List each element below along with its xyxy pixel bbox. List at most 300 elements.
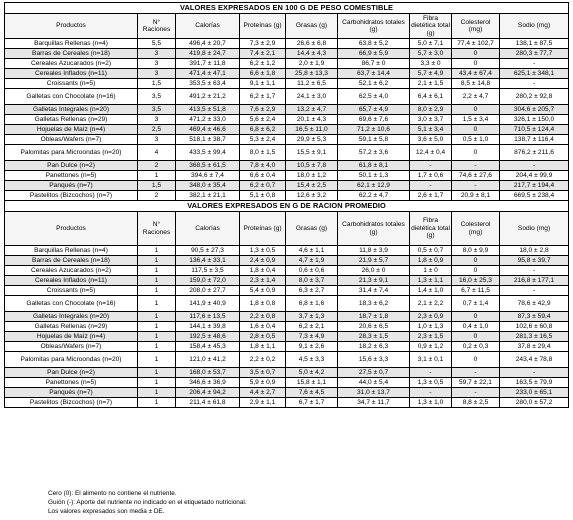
value-cell: 1,6 ± 0,4 — [240, 322, 286, 332]
value-cell: 0 — [452, 332, 500, 342]
value-cell: 1,8 ± 0,9 — [410, 256, 452, 266]
value-cell: 12,4 ± 0,4 — [410, 145, 452, 161]
value-cell: 26,6 ± 6,8 — [286, 39, 338, 49]
value-cell: 117,6 ± 13,5 — [176, 312, 240, 322]
value-cell: - — [452, 181, 500, 191]
value-cell: 11,8 ± 3,9 — [338, 246, 410, 256]
value-cell: 2,1 ± 1,5 — [410, 79, 452, 89]
value-cell: 18,0 ± 1,2 — [286, 171, 338, 181]
section1-title: VALORES EXPRESADOS EN 100 G DE PESO COMESTIBLE — [5, 3, 569, 14]
value-cell: 31,0 ± 13,7 — [338, 388, 410, 398]
value-cell: 0 — [452, 256, 500, 266]
value-cell: 1 — [138, 312, 176, 322]
section2-title: VALORES EXPRESADOS EN G DE RACION PROMEDIO — [5, 201, 569, 212]
value-cell: 18,0 ± 2,8 — [500, 246, 569, 256]
value-cell: 0,9 ± 1,2 — [410, 342, 452, 352]
value-cell: 413,5 ± 51,8 — [176, 105, 240, 115]
value-cell: 5,3 ± 2,4 — [240, 135, 286, 145]
value-cell: 5,7 ± 3,0 — [410, 49, 452, 59]
value-cell: 1,3 ± 1,1 — [410, 276, 452, 286]
value-cell: 18,7 ± 1,8 — [338, 312, 410, 322]
table-row — [5, 286, 569, 296]
value-cell: 419,8 ± 24,7 — [176, 49, 240, 59]
table-row — [5, 171, 569, 181]
value-cell: 66,9 ± 5,9 — [338, 49, 410, 59]
value-cell: 208,0 ± 27,7 — [176, 286, 240, 296]
value-cell: 0 — [452, 49, 500, 59]
value-cell: 471,2 ± 33,0 — [176, 115, 240, 125]
value-cell: 13,2 ± 4,7 — [286, 105, 338, 115]
value-cell: 391,7 ± 11,8 — [176, 59, 240, 69]
value-cell: 1 — [138, 256, 176, 266]
value-cell: 21,9 ± 5,7 — [338, 256, 410, 266]
value-cell: 433,5 ± 99,4 — [176, 145, 240, 161]
product-name-cell: Panqués (n=7) — [5, 388, 138, 398]
value-cell: 0,5 ± 1,0 — [452, 135, 500, 145]
product-name-cell: Hojuelas de Maíz (n=4) — [5, 332, 138, 342]
value-cell: 16,0 ± 25,3 — [452, 276, 500, 286]
value-cell: 382,1 ± 21,1 — [176, 191, 240, 201]
value-cell: 50,1 ± 1,3 — [338, 171, 410, 181]
value-cell: 1,5 — [138, 181, 176, 191]
value-cell: 8,0 ± 3,7 — [286, 276, 338, 286]
value-cell: - — [410, 368, 452, 378]
table-row — [5, 276, 569, 286]
value-cell: 1 — [138, 286, 176, 296]
value-cell: 1 — [138, 352, 176, 368]
value-cell: 29,9 ± 5,3 — [286, 135, 338, 145]
value-cell: 7,6 ± 4,5 — [286, 388, 338, 398]
value-cell: 710,5 ± 124,4 — [500, 125, 569, 135]
section2-header-8: Sodio (mg) — [500, 212, 569, 246]
value-cell: 4 — [138, 145, 176, 161]
table-row — [5, 266, 569, 276]
value-cell: 7,4 ± 2,1 — [240, 49, 286, 59]
table-row — [5, 378, 569, 388]
section2-header-7: Colesterol (mg) — [452, 212, 500, 246]
value-cell: 57,2 ± 3,6 — [338, 145, 410, 161]
value-cell: 117,5 ± 3,5 — [176, 266, 240, 276]
value-cell: 281,3 ± 16,5 — [500, 332, 569, 342]
value-cell: 6,3 ± 2,7 — [286, 286, 338, 296]
value-cell: 0 — [452, 145, 500, 161]
value-cell: 3,5 ± 0,7 — [240, 368, 286, 378]
product-name-cell: Pan Dulce (n=2) — [5, 368, 138, 378]
value-cell: 71,2 ± 10,6 — [338, 125, 410, 135]
value-cell: - — [500, 266, 569, 276]
value-cell: 26,0 ± 0 — [338, 266, 410, 276]
value-cell: 4,6 ± 1,1 — [286, 246, 338, 256]
value-cell: 5,0 ± 4,2 — [286, 368, 338, 378]
table-row — [5, 388, 569, 398]
value-cell: 1 — [138, 296, 176, 312]
table-row — [5, 246, 569, 256]
footnote-mean-sd: Los valores expresados son media ± DE. — [48, 507, 165, 515]
value-cell: 144,1 ± 39,8 — [176, 322, 240, 332]
value-cell: 31,4 ± 7,4 — [338, 286, 410, 296]
value-cell: - — [500, 286, 569, 296]
product-name-cell: Panettones (n=5) — [5, 171, 138, 181]
value-cell: 8,0 ± 2,9 — [410, 105, 452, 115]
value-cell: 2,8 ± 0,5 — [240, 332, 286, 342]
value-cell: 1,8 ± 0,4 — [240, 266, 286, 276]
value-cell: 43,4 ± 67,4 — [452, 69, 500, 79]
value-cell: 6,2 ± 0,7 — [240, 181, 286, 191]
value-cell: 3 — [138, 59, 176, 69]
value-cell: 3 — [138, 49, 176, 59]
value-cell: 10,5 ± 7,8 — [286, 161, 338, 171]
value-cell: 7,6 ± 2,9 — [240, 105, 286, 115]
value-cell: 2,2 ± 0,8 — [240, 312, 286, 322]
value-cell: 69,6 ± 7,6 — [338, 115, 410, 125]
value-cell: 348,0 ± 35,4 — [176, 181, 240, 191]
value-cell: 3,1 ± 0,1 — [410, 352, 452, 368]
value-cell: 346,6 ± 36,9 — [176, 378, 240, 388]
value-cell: 163,5 ± 79,9 — [500, 378, 569, 388]
value-cell: 0 — [452, 125, 500, 135]
table-row — [5, 332, 569, 342]
value-cell: 52,1 ± 6,2 — [338, 79, 410, 89]
value-cell: 141,9 ± 40,9 — [176, 296, 240, 312]
value-cell: 243,4 ± 78,8 — [500, 352, 569, 368]
value-cell: 2,3 ± 0,9 — [410, 312, 452, 322]
value-cell: 1,3 ± 0,5 — [410, 378, 452, 388]
section2-header-5: Carbohidratos totales (g) — [338, 212, 410, 246]
value-cell: - — [452, 368, 500, 378]
nutrition-table — [4, 2, 569, 408]
value-cell: - — [452, 161, 500, 171]
section1-header-2: Calorías — [176, 14, 240, 39]
value-cell: 44,0 ± 5,4 — [338, 378, 410, 388]
value-cell: 34,7 ± 11,7 — [338, 398, 410, 408]
product-name-cell: Galletas Rellenas (n=29) — [5, 322, 138, 332]
value-cell: 77,4 ± 102,7 — [452, 39, 500, 49]
value-cell: 3,7 ± 1,3 — [286, 312, 338, 322]
value-cell: 368,5 ± 61,5 — [176, 161, 240, 171]
value-cell: - — [500, 59, 569, 69]
value-cell: 6,2 ± 1,7 — [240, 89, 286, 105]
value-cell: 2,2 ± 0,2 — [240, 352, 286, 368]
table-row — [5, 125, 569, 135]
value-cell: 138,1 ± 87,5 — [500, 39, 569, 49]
value-cell: 216,8 ± 177,1 — [500, 276, 569, 286]
table-row — [5, 89, 569, 105]
value-cell: 136,4 ± 33,1 — [176, 256, 240, 266]
value-cell: 8,0 ± 1,5 — [240, 145, 286, 161]
value-cell: 1 — [138, 342, 176, 352]
value-cell: 1,5 ± 3,4 — [452, 115, 500, 125]
footnote-zero: Cero (0): El alimento no contiene el nutriente. — [48, 490, 177, 497]
value-cell: 6,7 ± 1,7 — [286, 398, 338, 408]
value-cell: 1 — [138, 332, 176, 342]
table-row — [5, 398, 569, 408]
table-row — [5, 59, 569, 69]
value-cell: 469,4 ± 46,6 — [176, 125, 240, 135]
product-name-cell: Palomitas para Microondas (n=20) — [5, 145, 138, 161]
table-row — [5, 342, 569, 352]
value-cell: 2,0 ± 1,9 — [286, 59, 338, 69]
value-cell: 0,6 ± 0,6 — [286, 266, 338, 276]
section1-header-3: Proteínas (g) — [240, 14, 286, 39]
value-cell: 3,5 — [138, 89, 176, 105]
value-cell: 304,6 ± 205,7 — [500, 105, 569, 115]
value-cell: 5,6 ± 2,4 — [240, 115, 286, 125]
value-cell: 6,8 ± 6,2 — [240, 125, 286, 135]
value-cell: 1 — [138, 246, 176, 256]
value-cell: 18,2 ± 6,3 — [338, 342, 410, 352]
value-cell: 15,8 ± 1,1 — [286, 378, 338, 388]
value-cell: 37,8 ± 29,4 — [500, 342, 569, 352]
value-cell: 6,4 ± 6,1 — [410, 89, 452, 105]
value-cell: 28,3 ± 1,5 — [338, 332, 410, 342]
value-cell: 280,2 ± 92,8 — [500, 89, 569, 105]
value-cell: 15,6 ± 3,3 — [338, 352, 410, 368]
value-cell: 2,3 ± 1,5 — [410, 332, 452, 342]
value-cell: 7,3 ± 4,9 — [286, 332, 338, 342]
value-cell: 3,5 — [138, 105, 176, 115]
value-cell: 394,6 ± 7,4 — [176, 171, 240, 181]
value-cell: 1,8 ± 0,8 — [240, 296, 286, 312]
value-cell: 1 — [138, 388, 176, 398]
product-name-cell: Barras de Cereales (n=18) — [5, 256, 138, 266]
value-cell: 9,1 ± 2,6 — [286, 342, 338, 352]
product-name-cell: Cereales Inflados (n=11) — [5, 276, 138, 286]
section2-header-4: Grasas (g) — [286, 212, 338, 246]
value-cell: 87,3 ± 59,4 — [500, 312, 569, 322]
table-row — [5, 161, 569, 171]
value-cell: 1 — [138, 368, 176, 378]
table-row — [5, 191, 569, 201]
value-cell: 326,1 ± 150,0 — [500, 115, 569, 125]
value-cell: 1 — [138, 276, 176, 286]
table-row — [5, 39, 569, 49]
value-cell: 7,3 ± 2,9 — [240, 39, 286, 49]
value-cell: 8,5 ± 14,8 — [452, 79, 500, 89]
value-cell: 16,5 ± 11,0 — [286, 125, 338, 135]
value-cell: - — [452, 388, 500, 398]
value-cell: 138,7 ± 116,4 — [500, 135, 569, 145]
product-name-cell: Obleas/Wafers (n=7) — [5, 135, 138, 145]
product-name-cell: Croissants (n=5) — [5, 286, 138, 296]
value-cell: 1 — [138, 266, 176, 276]
value-cell: 669,5 ± 238,4 — [500, 191, 569, 201]
value-cell: 14,4 ± 4,3 — [286, 49, 338, 59]
value-cell: 6,2 ± 1,2 — [240, 59, 286, 69]
section1-header-0: Productos — [5, 14, 138, 39]
section1-header-4: Grasas (g) — [286, 14, 338, 39]
product-name-cell: Croissants (n=5) — [5, 79, 138, 89]
value-cell: 5,0 ± 7,1 — [410, 39, 452, 49]
value-cell: 2,5 — [138, 125, 176, 135]
value-cell: 2,4 ± 0,9 — [240, 256, 286, 266]
product-name-cell: Galletas con Chocolate (n=16) — [5, 89, 138, 105]
value-cell: 2,6 ± 1,7 — [410, 191, 452, 201]
value-cell: 206,4 ± 94,2 — [176, 388, 240, 398]
value-cell: 1,5 — [138, 79, 176, 89]
value-cell: 1 — [138, 378, 176, 388]
value-cell: 1 ± 0 — [410, 266, 452, 276]
value-cell: 0 — [452, 312, 500, 322]
value-cell: 3,3 ± 0 — [410, 59, 452, 69]
section1-header-5: Carbohidratos totales (g) — [338, 14, 410, 39]
section2-header-0: Productos — [5, 212, 138, 246]
value-cell: 4,4 ± 2,7 — [240, 388, 286, 398]
value-cell: 11,2 ± 6,5 — [286, 79, 338, 89]
value-cell: 1,3 ± 0,5 — [240, 246, 286, 256]
value-cell: 1 — [138, 322, 176, 332]
value-cell: 158,4 ± 45,3 — [176, 342, 240, 352]
value-cell: 12,6 ± 3,2 — [286, 191, 338, 201]
product-name-cell: Cereales Azucarados (n=2) — [5, 266, 138, 276]
value-cell: 1,0 ± 1,3 — [410, 322, 452, 332]
value-cell: 102,6 ± 60,8 — [500, 322, 569, 332]
value-cell: 280,0 ± 57,2 — [500, 398, 569, 408]
product-name-cell: Cereales Azucarados (n=2) — [5, 59, 138, 69]
value-cell: 9,1 ± 1,1 — [240, 79, 286, 89]
value-cell: 3 — [138, 69, 176, 79]
value-cell: 90,5 ± 27,3 — [176, 246, 240, 256]
value-cell: 518,1 ± 38,7 — [176, 135, 240, 145]
value-cell: 1,8 ± 1,1 — [240, 342, 286, 352]
product-name-cell: Hojuelas de Maíz (n=4) — [5, 125, 138, 135]
value-cell: 5,7 ± 4,9 — [410, 69, 452, 79]
value-cell: 18,3 ± 6,2 — [338, 296, 410, 312]
value-cell: 3 — [138, 135, 176, 145]
product-name-cell: Pastelitos (Bizcochos) (n=7) — [5, 191, 138, 201]
value-cell: 65,7 ± 4,9 — [338, 105, 410, 115]
product-name-cell: Barquillas Rellenas (n=4) — [5, 246, 138, 256]
value-cell: 27,5 ± 0,7 — [338, 368, 410, 378]
value-cell: 6,7 ± 11,5 — [452, 286, 500, 296]
value-cell: 280,3 ± 77,7 — [500, 49, 569, 59]
value-cell: 211,4 ± 61,8 — [176, 398, 240, 408]
value-cell: - — [410, 181, 452, 191]
value-cell: 121,0 ± 41,2 — [176, 352, 240, 368]
value-cell: 0,2 ± 0,3 — [452, 342, 500, 352]
value-cell: 21,3 ± 9,1 — [338, 276, 410, 286]
table-row — [5, 105, 569, 115]
product-name-cell: Cereales Inflados (n=11) — [5, 69, 138, 79]
value-cell: 24,1 ± 3,0 — [286, 89, 338, 105]
table-row — [5, 296, 569, 312]
value-cell: - — [410, 388, 452, 398]
value-cell: 1,4 ± 1,0 — [410, 286, 452, 296]
table-row — [5, 115, 569, 125]
value-cell: 5,1 ± 3,4 — [410, 125, 452, 135]
value-cell: 20,9 ± 8,1 — [452, 191, 500, 201]
value-cell: 7,8 ± 4,0 — [240, 161, 286, 171]
value-cell: 15,4 ± 2,5 — [286, 181, 338, 191]
value-cell: 6,6 ± 1,8 — [240, 69, 286, 79]
value-cell: 78,6 ± 42,9 — [500, 296, 569, 312]
product-name-cell: Galletas con Chocolate (n=16) — [5, 296, 138, 312]
section1-header-6: Fibra dietética total (g) — [411, 14, 450, 37]
table-row — [5, 352, 569, 368]
table-row — [5, 135, 569, 145]
value-cell: 6,6 ± 0,4 — [240, 171, 286, 181]
value-cell: 2,3 ± 1,4 — [240, 276, 286, 286]
product-name-cell: Panettones (n=5) — [5, 378, 138, 388]
value-cell: 20,1 ± 4,3 — [286, 115, 338, 125]
value-cell: 2 — [138, 191, 176, 201]
value-cell: 74,6 ± 27,6 — [452, 171, 500, 181]
value-cell: 1 — [138, 171, 176, 181]
value-cell: 1,7 ± 0,6 — [410, 171, 452, 181]
product-name-cell: Palomitas para Microondas (n=20) — [5, 352, 138, 368]
product-name-cell: Barras de Cereales (n=18) — [5, 49, 138, 59]
value-cell: 1,3 ± 1,0 — [410, 398, 452, 408]
section2-header-6: Fibra dietética total (g) — [410, 212, 452, 246]
footnote-dash: Guión (-): Aporte del nutriente no indicado en el etiquetado nutricional. — [48, 498, 247, 506]
value-cell: 0 — [452, 352, 500, 368]
value-cell: 233,0 ± 65,1 — [500, 388, 569, 398]
table-row — [5, 181, 569, 191]
value-cell: 86,7 ± 0 — [338, 59, 410, 69]
value-cell: 168,0 ± 53,7 — [176, 368, 240, 378]
value-cell: 0 — [452, 59, 500, 69]
product-name-cell: Barquillas Rellenas (n=4) — [5, 39, 138, 49]
value-cell: 496,4 ± 20,7 — [176, 39, 240, 49]
value-cell: 15,5 ± 9,1 — [286, 145, 338, 161]
product-name-cell: Pastelitos (Bizcochos) (n=7) — [5, 398, 138, 408]
value-cell: 0 — [452, 266, 500, 276]
section1-header-7: Colesterol (mg) — [452, 14, 500, 39]
product-name-cell: Obleas/Wafers (n=7) — [5, 342, 138, 352]
value-cell: 62,1 ± 12,9 — [338, 181, 410, 191]
section2-header-2: Calorías — [176, 212, 240, 246]
value-cell: 5,1 ± 0,8 — [240, 191, 286, 201]
value-cell: 20,6 ± 6,5 — [338, 322, 410, 332]
value-cell: 5,4 ± 0,9 — [240, 286, 286, 296]
product-name-cell: Galletas Integrales (n=20) — [5, 105, 138, 115]
value-cell: 0,5 ± 0,7 — [410, 246, 452, 256]
value-cell: 25,8 ± 13,3 — [286, 69, 338, 79]
value-cell: 2 — [138, 161, 176, 171]
section2-header-1: N° Raciones — [138, 212, 176, 246]
value-cell: 61,8 ± 8,1 — [338, 161, 410, 171]
value-cell: 3,6 ± 5,0 — [410, 135, 452, 145]
value-cell: - — [500, 161, 569, 171]
value-cell: 4,7 ± 1,9 — [286, 256, 338, 266]
value-cell: 63,8 ± 5,2 — [338, 39, 410, 49]
product-name-cell: Galletas Integrales (n=20) — [5, 312, 138, 322]
value-cell: 491,2 ± 21,2 — [176, 89, 240, 105]
value-cell: - — [500, 79, 569, 89]
value-cell: 2,9 ± 1,1 — [240, 398, 286, 408]
table-row — [5, 145, 569, 161]
value-cell: 63,7 ± 14,4 — [338, 69, 410, 79]
value-cell: 59,1 ± 5,8 — [338, 135, 410, 145]
value-cell: 8,0 ± 9,9 — [452, 246, 500, 256]
value-cell: 471,4 ± 47,1 — [176, 69, 240, 79]
value-cell: 192,5 ± 48,6 — [176, 332, 240, 342]
value-cell: 204,4 ± 99,9 — [500, 171, 569, 181]
value-cell: 62,5 ± 4,0 — [338, 89, 410, 105]
value-cell: 5,9 ± 0,9 — [240, 378, 286, 388]
value-cell: 5,5 — [138, 39, 176, 49]
value-cell: 6,8 ± 1,6 — [286, 296, 338, 312]
value-cell: 625,1 ± 348,1 — [500, 69, 569, 79]
table-row — [5, 256, 569, 266]
nutrition-table-container — [4, 2, 568, 408]
section2-header-3: Proteínas (g) — [240, 212, 286, 246]
table-row — [5, 79, 569, 89]
value-cell: 95,8 ± 39,7 — [500, 256, 569, 266]
section1-header-8: Sodio (mg) — [500, 14, 569, 39]
value-cell: 8,8 ± 2,5 — [452, 398, 500, 408]
value-cell: 2,1 ± 2,2 — [410, 296, 452, 312]
value-cell: 159,0 ± 72,0 — [176, 276, 240, 286]
